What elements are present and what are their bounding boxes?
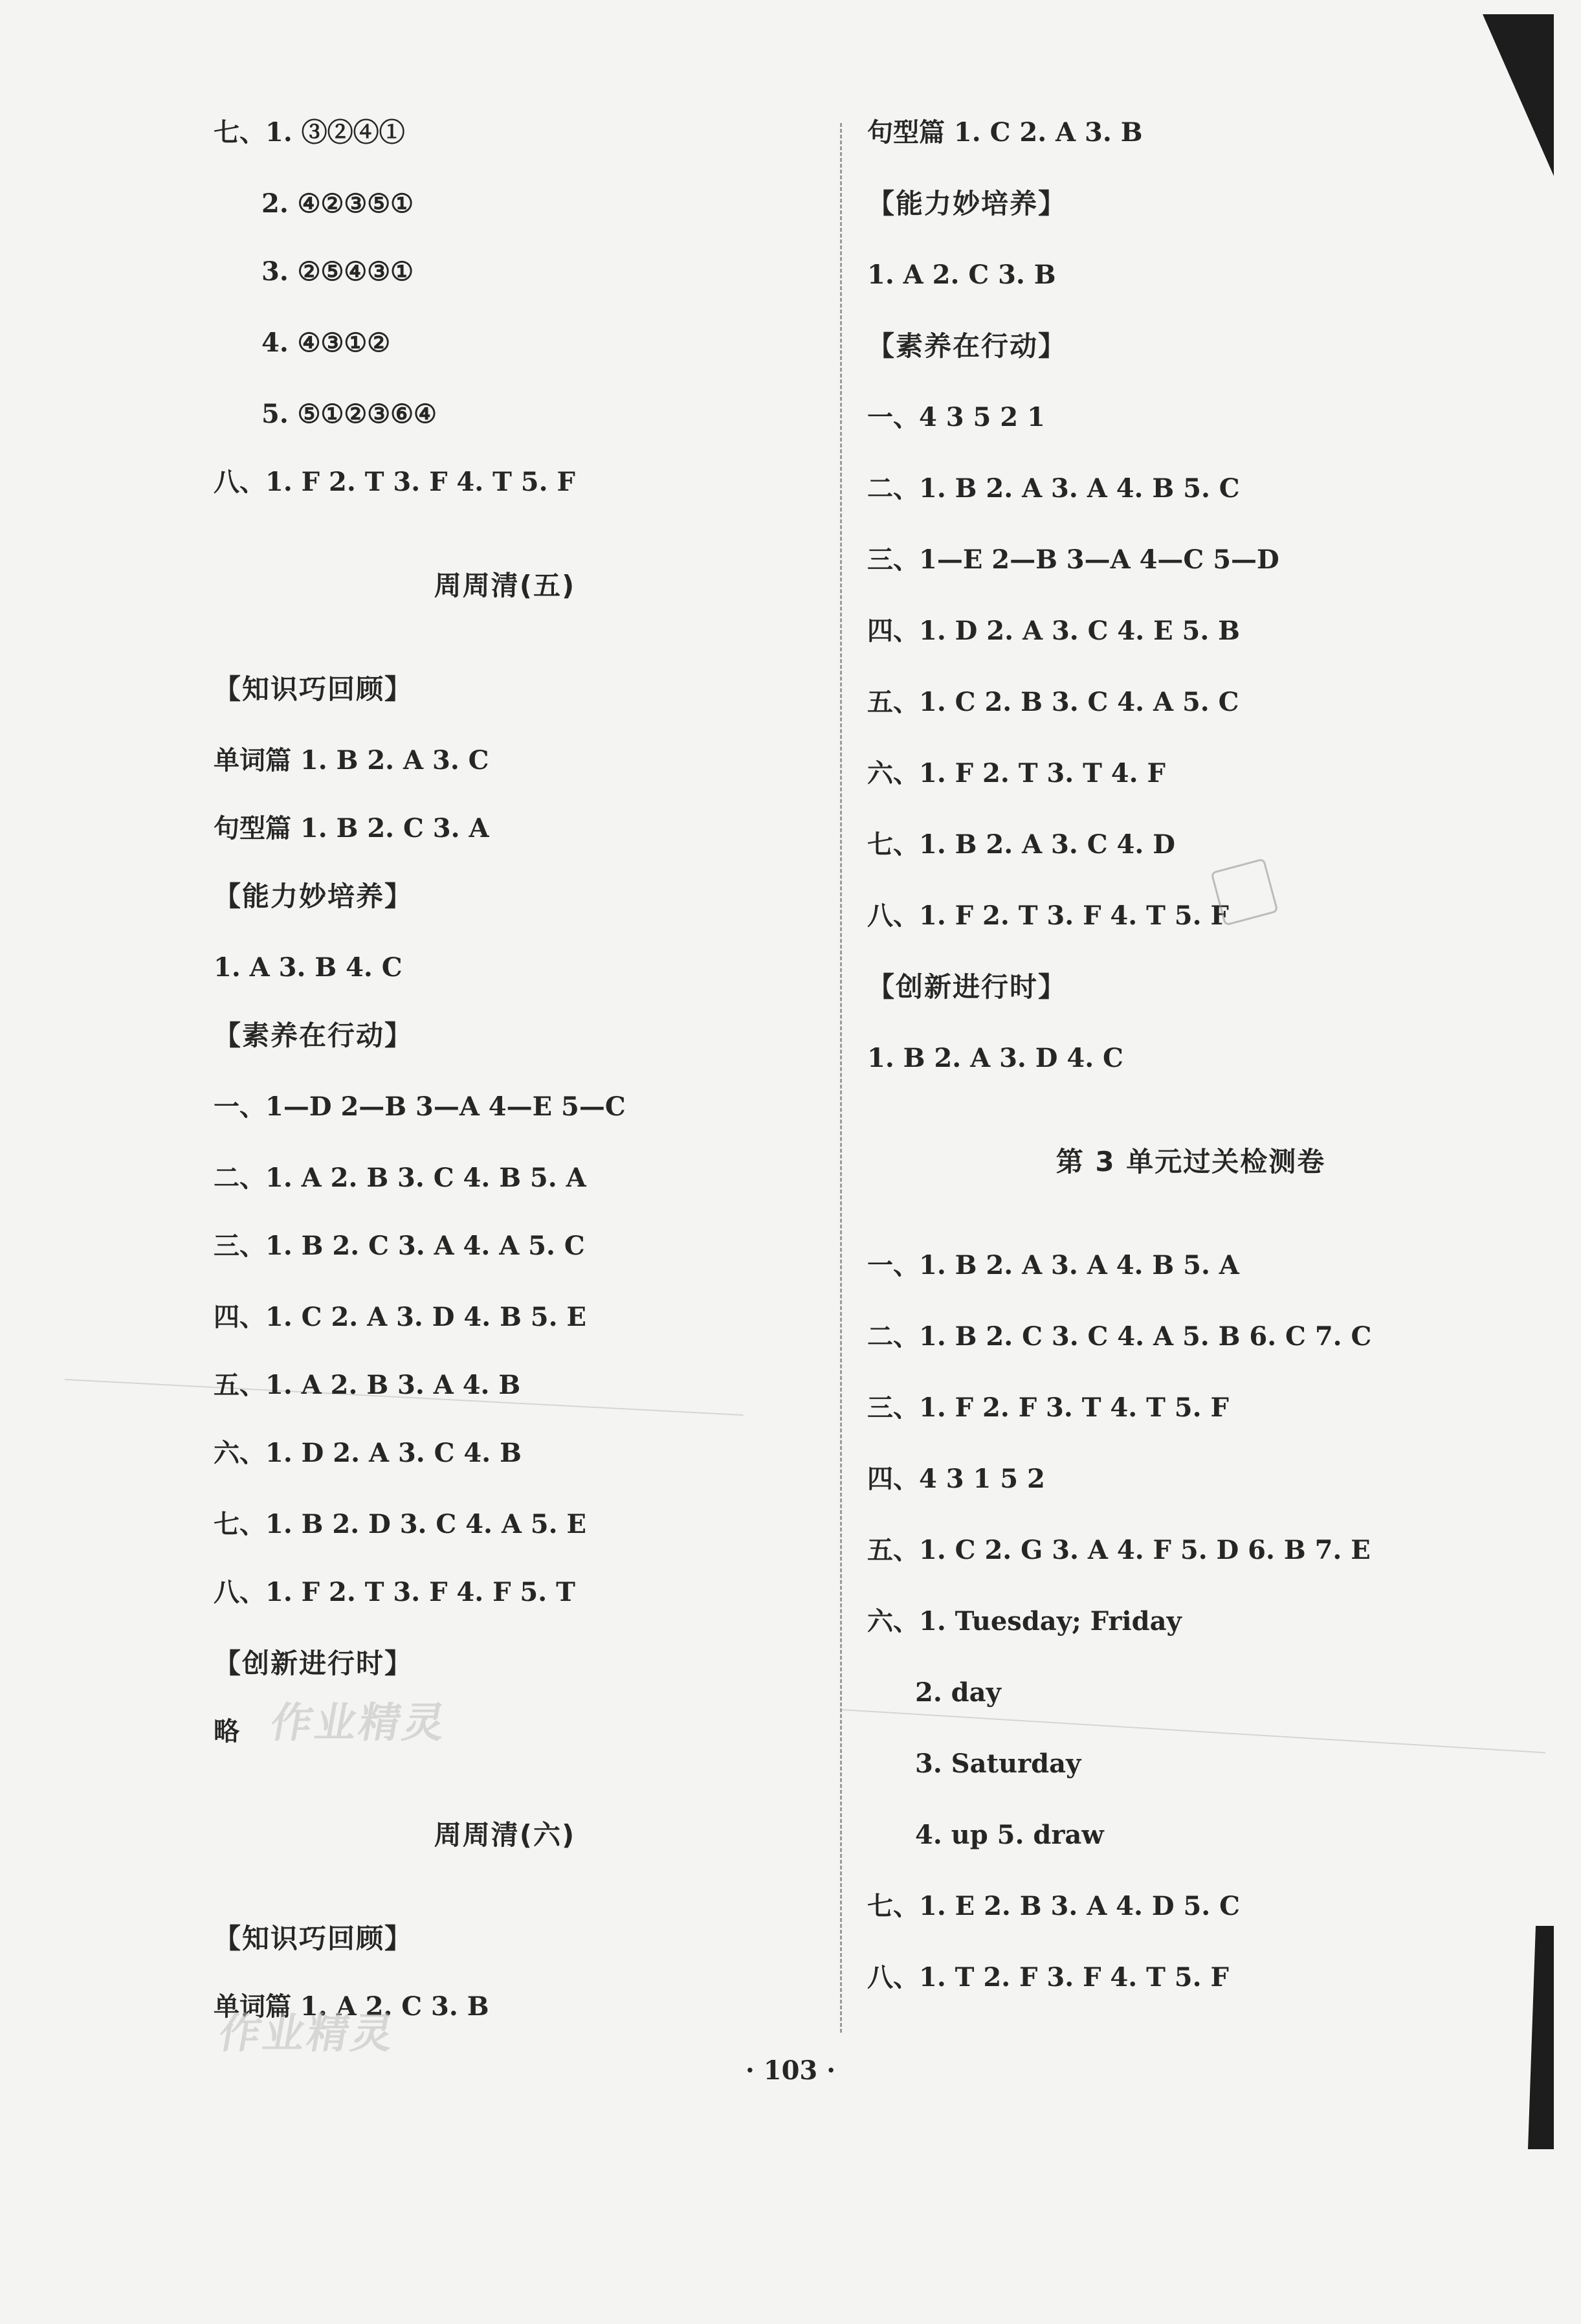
answer-line: 单词篇 1. A 2. C 3. B	[214, 1991, 489, 2022]
answer-line: 一、4 3 5 2 1	[867, 402, 1045, 432]
answer-line: 5. ⑤①②③⑥④	[261, 399, 437, 429]
answer-line: 三、1. B 2. C 3. A 4. A 5. C	[214, 1231, 585, 1261]
answer-line: 3. ②⑤④③①	[261, 256, 414, 287]
section-title: 第 3 单元过关检测卷	[1056, 1146, 1326, 1178]
scan-shadow-top	[1483, 14, 1554, 176]
answer-line: 4. up 5. draw	[915, 1820, 1104, 1850]
section-heading: 【素养在行动】	[214, 1020, 414, 1051]
answer-line: 单词篇 1. B 2. A 3. C	[214, 745, 489, 776]
answer-line: 2. ④②③⑤①	[261, 188, 414, 219]
section-heading: 【知识巧回顾】	[214, 1923, 414, 1954]
scan-shadow-bottom	[1528, 1926, 1554, 2149]
answer-line: 四、4 3 1 5 2	[867, 1464, 1045, 1494]
answer-line: 六、1. Tuesday; Friday	[867, 1606, 1182, 1637]
answer-line: 八、1. T 2. F 3. F 4. T 5. F	[867, 1962, 1229, 1993]
answer-line: 1. A 2. C 3. B	[867, 260, 1056, 290]
answer-line: 六、1. D 2. A 3. C 4. B	[214, 1438, 522, 1468]
answer-line: 六、1. F 2. T 3. T 4. F	[867, 758, 1166, 788]
answer-line: 七、1. B 2. D 3. C 4. A 5. E	[214, 1509, 586, 1539]
watermark: 作业精灵	[215, 2010, 400, 2058]
answer-line: 五、1. A 2. B 3. A 4. B	[214, 1370, 521, 1400]
answer-line: 1. B 2. A 3. D 4. C	[867, 1043, 1123, 1073]
answer-line: 4. ④③①②	[261, 328, 391, 358]
section-heading: 【创新进行时】	[867, 971, 1067, 1003]
answer-line: 五、1. C 2. G 3. A 4. F 5. D 6. B 7. E	[867, 1535, 1371, 1565]
answer-line: 句型篇 1. C 2. A 3. B	[867, 117, 1143, 148]
answer-line: 八、1. F 2. T 3. F 4. T 5. F	[867, 900, 1229, 931]
answer-line: 1. A 3. B 4. C	[214, 952, 403, 983]
answer-line: 二、1. B 2. A 3. A 4. B 5. C	[867, 473, 1240, 504]
answer-line: 三、1—E 2—B 3—A 4—C 5—D	[867, 544, 1279, 575]
answer-line: 八、1. F 2. T 3. F 4. F 5. T	[214, 1577, 575, 1607]
answer-line: 二、1. A 2. B 3. C 4. B 5. A	[214, 1163, 586, 1193]
section-heading: 【素养在行动】	[867, 330, 1067, 362]
answer-line: 3. Saturday	[915, 1749, 1081, 1779]
answer-line: 略	[214, 1716, 239, 1747]
answer-line: 七、1. B 2. A 3. C 4. D	[867, 829, 1175, 860]
answer-line: 五、1. C 2. B 3. C 4. A 5. C	[867, 687, 1239, 717]
answer-line: 四、1. C 2. A 3. D 4. B 5. E	[214, 1302, 586, 1332]
answer-line: 一、1. B 2. A 3. A 4. B 5. A	[867, 1250, 1239, 1280]
answer-line: 一、1—D 2—B 3—A 4—E 5—C	[214, 1091, 626, 1122]
answer-line: 二、1. B 2. C 3. C 4. A 5. B 6. C 7. C	[867, 1321, 1372, 1352]
section-heading: 【能力妙培养】	[867, 188, 1067, 219]
answer-line: 八、1. F 2. T 3. F 4. T 5. F	[214, 467, 575, 497]
section-heading: 【能力妙培养】	[214, 880, 414, 912]
section-heading: 【创新进行时】	[214, 1648, 414, 1679]
page-number: · 103 ·	[745, 2055, 836, 2086]
section-title: 周周清(六)	[434, 1819, 576, 1851]
answer-line: 2. day	[915, 1677, 1001, 1708]
answer-line: 七、1. E 2. B 3. A 4. D 5. C	[867, 1891, 1240, 1921]
answer-line: 七、1. ③②④①	[214, 117, 405, 148]
section-title: 周周清(五)	[434, 570, 576, 601]
watermark: 作业精灵	[267, 1699, 452, 1747]
answer-line: 句型篇 1. B 2. C 3. A	[214, 813, 489, 844]
column-divider	[840, 123, 842, 2033]
answer-line: 四、1. D 2. A 3. C 4. E 5. B	[867, 616, 1240, 646]
answer-line: 三、1. F 2. F 3. T 4. T 5. F	[867, 1392, 1229, 1423]
section-heading: 【知识巧回顾】	[214, 673, 414, 705]
